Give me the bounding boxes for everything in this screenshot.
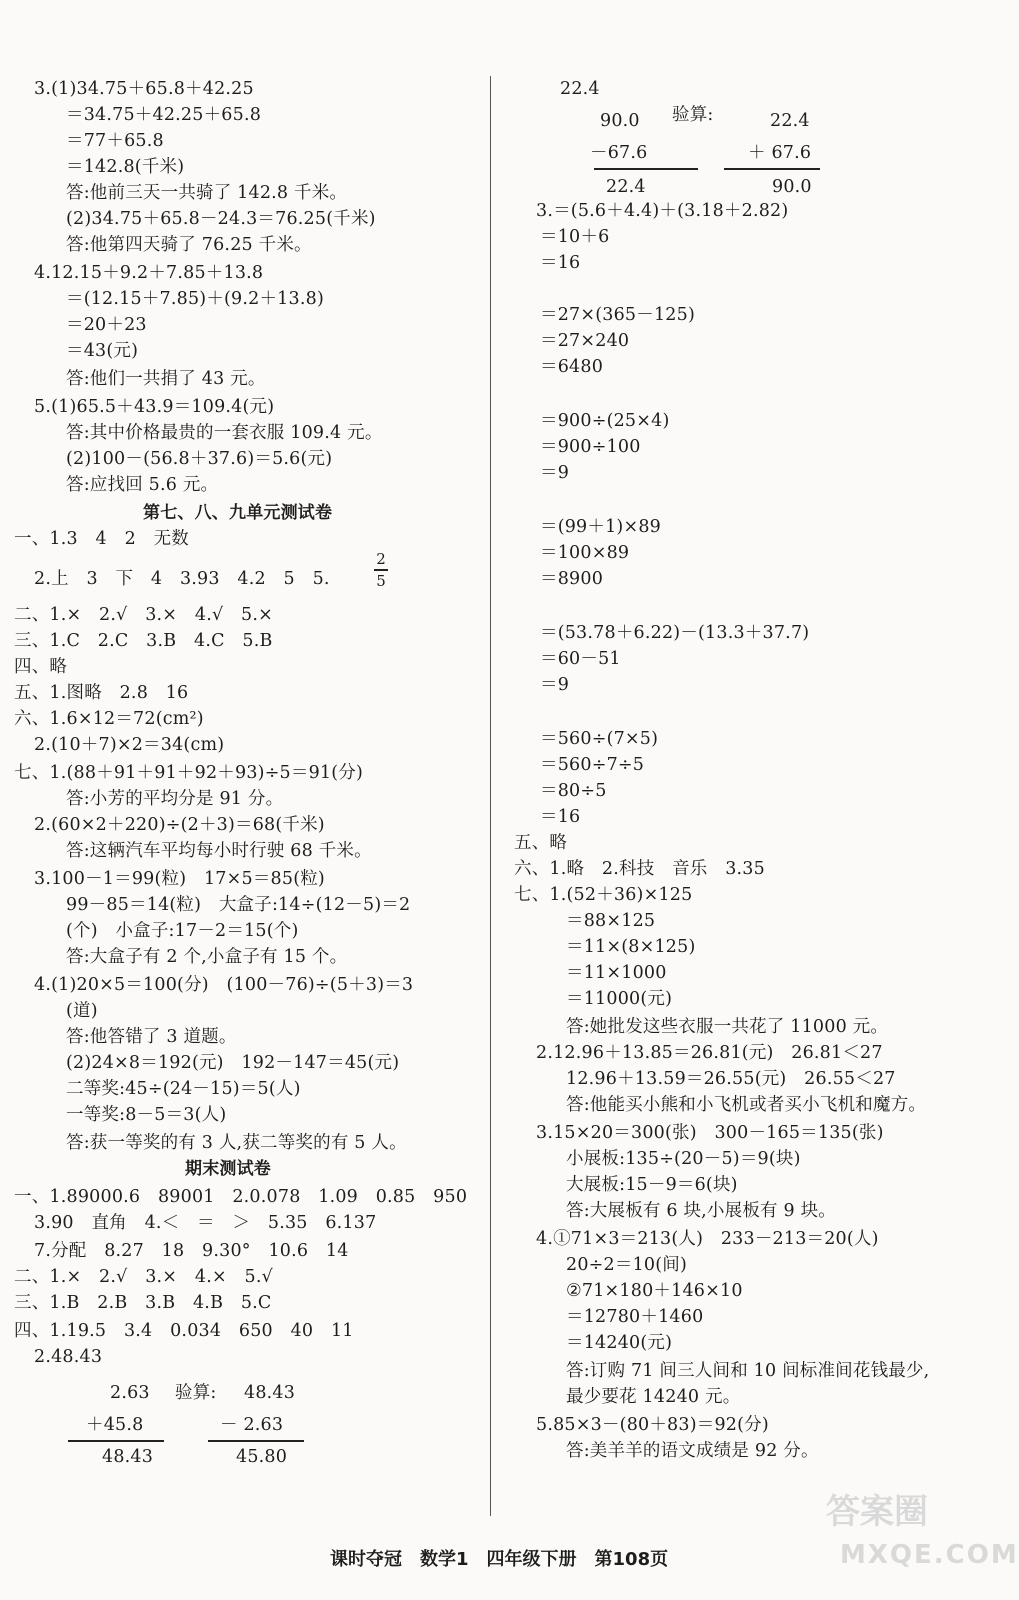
answer-line: 48.43 bbox=[102, 1447, 154, 1467]
answer-line: 验算: bbox=[175, 1383, 217, 1403]
answer-line: 22.4 bbox=[770, 111, 810, 131]
answer-line: ＝560÷7÷5 bbox=[540, 755, 645, 775]
answer-line: 七、1.(88＋91＋91＋92＋93)÷5＝91(分) bbox=[14, 763, 364, 783]
answer-line: ＝560÷(7×5) bbox=[540, 729, 659, 749]
answer-line: 二等奖:45÷(24－15)＝5(人) bbox=[66, 1079, 301, 1099]
answer-line: 20÷2＝10(间) bbox=[566, 1255, 687, 1275]
answer-line: ＝77＋65.8 bbox=[66, 131, 164, 151]
answer-line: 3.90 直角 4.＜ ＝ ＞ 5.35 6.137 bbox=[34, 1213, 377, 1233]
answer-line: ＝142.8(千米) bbox=[66, 157, 185, 177]
answer-line: 3.＝(5.6＋4.4)＋(3.18＋2.82) bbox=[536, 201, 789, 221]
answer-line: 大展板:15－9＝6(块) bbox=[566, 1175, 738, 1195]
answer-line: 99－85＝14(粒) 大盒子:14÷(12－5)＝2 bbox=[66, 895, 411, 915]
answer-line: 2.63 bbox=[110, 1383, 150, 1403]
answer-line: ＝12780＋1460 bbox=[566, 1307, 704, 1327]
answer-line: ＝43(元) bbox=[66, 341, 139, 361]
watermark-url: MXQE.COM bbox=[840, 1540, 1019, 1570]
answer-line: 2.(10＋7)×2＝34(cm) bbox=[34, 735, 225, 755]
answer-line: ＝9 bbox=[540, 675, 570, 695]
answer-line: 3.(1)34.75＋65.8＋42.25 bbox=[34, 79, 254, 99]
answer-line: 五、略 bbox=[514, 833, 568, 853]
answer-line: 最少要花 14240 元。 bbox=[566, 1387, 741, 1407]
answer-line: 答:获一等奖的有 3 人,获二等奖的有 5 人。 bbox=[66, 1133, 407, 1153]
answer-line: 90.0 bbox=[772, 177, 812, 197]
answer-line: 答:应找回 5.6 元。 bbox=[66, 475, 219, 495]
answer-line: ＝20＋23 bbox=[66, 315, 147, 335]
answer-line: 答:大展板有 6 块,小展板有 9 块。 bbox=[566, 1201, 836, 1221]
fraction-bar bbox=[374, 569, 388, 571]
vertical-calc-line bbox=[208, 1440, 304, 1442]
answer-line: 45.80 bbox=[236, 1447, 288, 1467]
answer-line: (个) 小盒子:17－2＝15(个) bbox=[66, 921, 299, 941]
answer-line: 7.分配 8.27 18 9.30° 10.6 14 bbox=[34, 1241, 349, 1261]
answer-line: ＝900÷100 bbox=[540, 437, 641, 457]
answer-line: ＝27×(365－125) bbox=[540, 305, 695, 325]
answer-line: 答:订购 71 间三人间和 10 间标准间花钱最少, bbox=[566, 1361, 930, 1381]
answer-line: 五、1.图略 2.8 16 bbox=[14, 683, 189, 703]
answer-line: ＝27×240 bbox=[540, 331, 630, 351]
answer-line: (2)24×8＝192(元) 192－147＝45(元) bbox=[66, 1053, 400, 1073]
answer-line: ＋ 67.6 bbox=[748, 143, 812, 163]
answer-line: ＝60－51 bbox=[540, 649, 621, 669]
answer-line: 答:他前三天一共骑了 142.8 千米。 bbox=[66, 183, 348, 203]
answer-line: 一、1.89000.6 89001 2.0.078 1.09 0.85 950 bbox=[14, 1187, 468, 1207]
answer-line: 答:这辆汽车平均每小时行驶 68 千米。 bbox=[66, 841, 372, 861]
answer-line: ＝900÷(25×4) bbox=[540, 411, 670, 431]
answer-line: 一、1.3 4 2 无数 bbox=[14, 529, 189, 549]
answer-line: 六、1.6×12＝72(cm²) bbox=[14, 709, 204, 729]
answer-line: 2.上 3 下 4 3.93 4.2 5 5. bbox=[34, 569, 330, 589]
answer-line: 48.43 bbox=[244, 1383, 296, 1403]
answer-line: 答:其中价格最贵的一套衣服 109.4 元。 bbox=[66, 423, 383, 443]
answer-line: (2)100－(56.8＋37.6)＝5.6(元) bbox=[66, 449, 333, 469]
answer-line: －67.6 bbox=[590, 143, 648, 163]
answer-line: ＝11×1000 bbox=[566, 963, 667, 983]
answer-line: 4.①71×3＝213(人) 233－213＝20(人) bbox=[536, 1229, 879, 1249]
answer-line: ＝100×89 bbox=[540, 543, 630, 563]
section-heading: 期末测试卷 bbox=[185, 1159, 271, 1179]
answer-line: ＝88×125 bbox=[566, 911, 656, 931]
section-heading: 第七、八、九单元测试卷 bbox=[143, 503, 333, 523]
answer-line: ＝9 bbox=[540, 463, 570, 483]
answer-line: 答:大盒子有 2 个,小盒子有 15 个。 bbox=[66, 947, 348, 967]
answer-line: 5.85×3－(80＋83)＝92(分) bbox=[536, 1415, 769, 1435]
vertical-calc-line bbox=[724, 168, 820, 170]
answer-line: 22.4 bbox=[560, 79, 600, 99]
answer-line: (2)34.75＋65.8－24.3＝76.25(千米) bbox=[66, 209, 376, 229]
answer-line: 答:他第四天骑了 76.25 千米。 bbox=[66, 235, 312, 255]
answer-line: 七、1.(52＋36)×125 bbox=[514, 885, 693, 905]
answer-line: ＝80÷5 bbox=[540, 781, 607, 801]
answer-line: 12.96＋13.59＝26.55(元) 26.55＜27 bbox=[566, 1069, 896, 1089]
page-footer: 课时夺冠 数学1 四年级下册 第108页 bbox=[330, 1549, 669, 1570]
answer-line: 4.12.15＋9.2＋7.85＋13.8 bbox=[34, 263, 264, 283]
answer-line: 答:美羊羊的语文成绩是 92 分。 bbox=[566, 1441, 819, 1461]
answer-line: 一等奖:8－5＝3(人) bbox=[66, 1105, 227, 1125]
answer-line: 三、1.C 2.C 3.B 4.C 5.B bbox=[14, 631, 273, 651]
fraction-numerator: 2 bbox=[376, 550, 386, 568]
answer-line: ＝11×(8×125) bbox=[566, 937, 696, 957]
answer-line: ＝8900 bbox=[540, 569, 604, 589]
answer-line: 二、1.× 2.√ 3.× 4.√ 5.× bbox=[14, 605, 273, 625]
answer-line: 验算: bbox=[672, 105, 714, 125]
answer-line: ＝(53.78＋6.22)－(13.3＋37.7) bbox=[540, 623, 810, 643]
answer-line: 答:他们一共捐了 43 元。 bbox=[66, 369, 266, 389]
watermark-logo: 答案圈 bbox=[826, 1492, 928, 1532]
answer-line: 4.(1)20×5＝100(分) (100－76)÷(5＋3)＝3 bbox=[34, 975, 414, 995]
answer-line: 答:他能买小熊和小飞机或者买小飞机和魔方。 bbox=[566, 1095, 927, 1115]
vertical-calc-line bbox=[594, 168, 698, 170]
answer-line: 六、1.略 2.科技 音乐 3.35 bbox=[514, 859, 765, 879]
answer-line: 答:她批发这些衣服一共花了 11000 元。 bbox=[566, 1017, 889, 1037]
answer-line: ＝6480 bbox=[540, 357, 604, 377]
answer-line: ＝14240(元) bbox=[566, 1333, 673, 1353]
vertical-calc-line bbox=[68, 1440, 164, 1442]
answer-line: ＝(12.15＋7.85)＋(9.2＋13.8) bbox=[66, 289, 324, 309]
answer-line: ②71×180＋146×10 bbox=[566, 1281, 743, 1301]
answer-line: (道) bbox=[66, 1001, 98, 1021]
answer-line: ＋45.8 bbox=[86, 1415, 144, 1435]
answer-line: 三、1.B 2.B 3.B 4.B 5.C bbox=[14, 1293, 272, 1313]
answer-line: ＝10＋6 bbox=[540, 227, 610, 247]
answer-line: － 2.63 bbox=[220, 1415, 284, 1435]
answer-line: 5.(1)65.5＋43.9＝109.4(元) bbox=[34, 397, 275, 417]
answer-line: ＝(99＋1)×89 bbox=[540, 517, 661, 537]
answer-line: 3.100－1＝99(粒) 17×5＝85(粒) bbox=[34, 869, 325, 889]
answer-line: 3.15×20＝300(张) 300－165＝135(张) bbox=[536, 1123, 884, 1143]
column-divider bbox=[490, 76, 491, 1516]
answer-line: 二、1.× 2.√ 3.× 4.× 5.√ bbox=[14, 1267, 273, 1287]
answer-line: 2.(60×2＋220)÷(2＋3)＝68(千米) bbox=[34, 815, 325, 835]
answer-line: 四、略 bbox=[14, 657, 68, 677]
answer-line: 小展板:135÷(20－5)＝9(块) bbox=[566, 1149, 801, 1169]
fraction-denominator: 5 bbox=[376, 572, 386, 590]
answer-line: ＝34.75＋42.25＋65.8 bbox=[66, 105, 262, 125]
answer-line: 90.0 bbox=[600, 111, 640, 131]
answer-line: 2.12.96＋13.85＝26.81(元) 26.81＜27 bbox=[536, 1043, 883, 1063]
answer-line: 四、1.19.5 3.4 0.034 650 40 11 bbox=[14, 1321, 354, 1341]
answer-line: 2.48.43 bbox=[34, 1347, 103, 1367]
answer-line: ＝11000(元) bbox=[566, 989, 673, 1009]
answer-line: 答:他答错了 3 道题。 bbox=[66, 1027, 237, 1047]
answer-line: 22.4 bbox=[606, 177, 646, 197]
answer-line: 答:小芳的平均分是 91 分。 bbox=[66, 789, 284, 809]
answer-line: ＝16 bbox=[540, 253, 581, 273]
answer-line: ＝16 bbox=[540, 807, 581, 827]
